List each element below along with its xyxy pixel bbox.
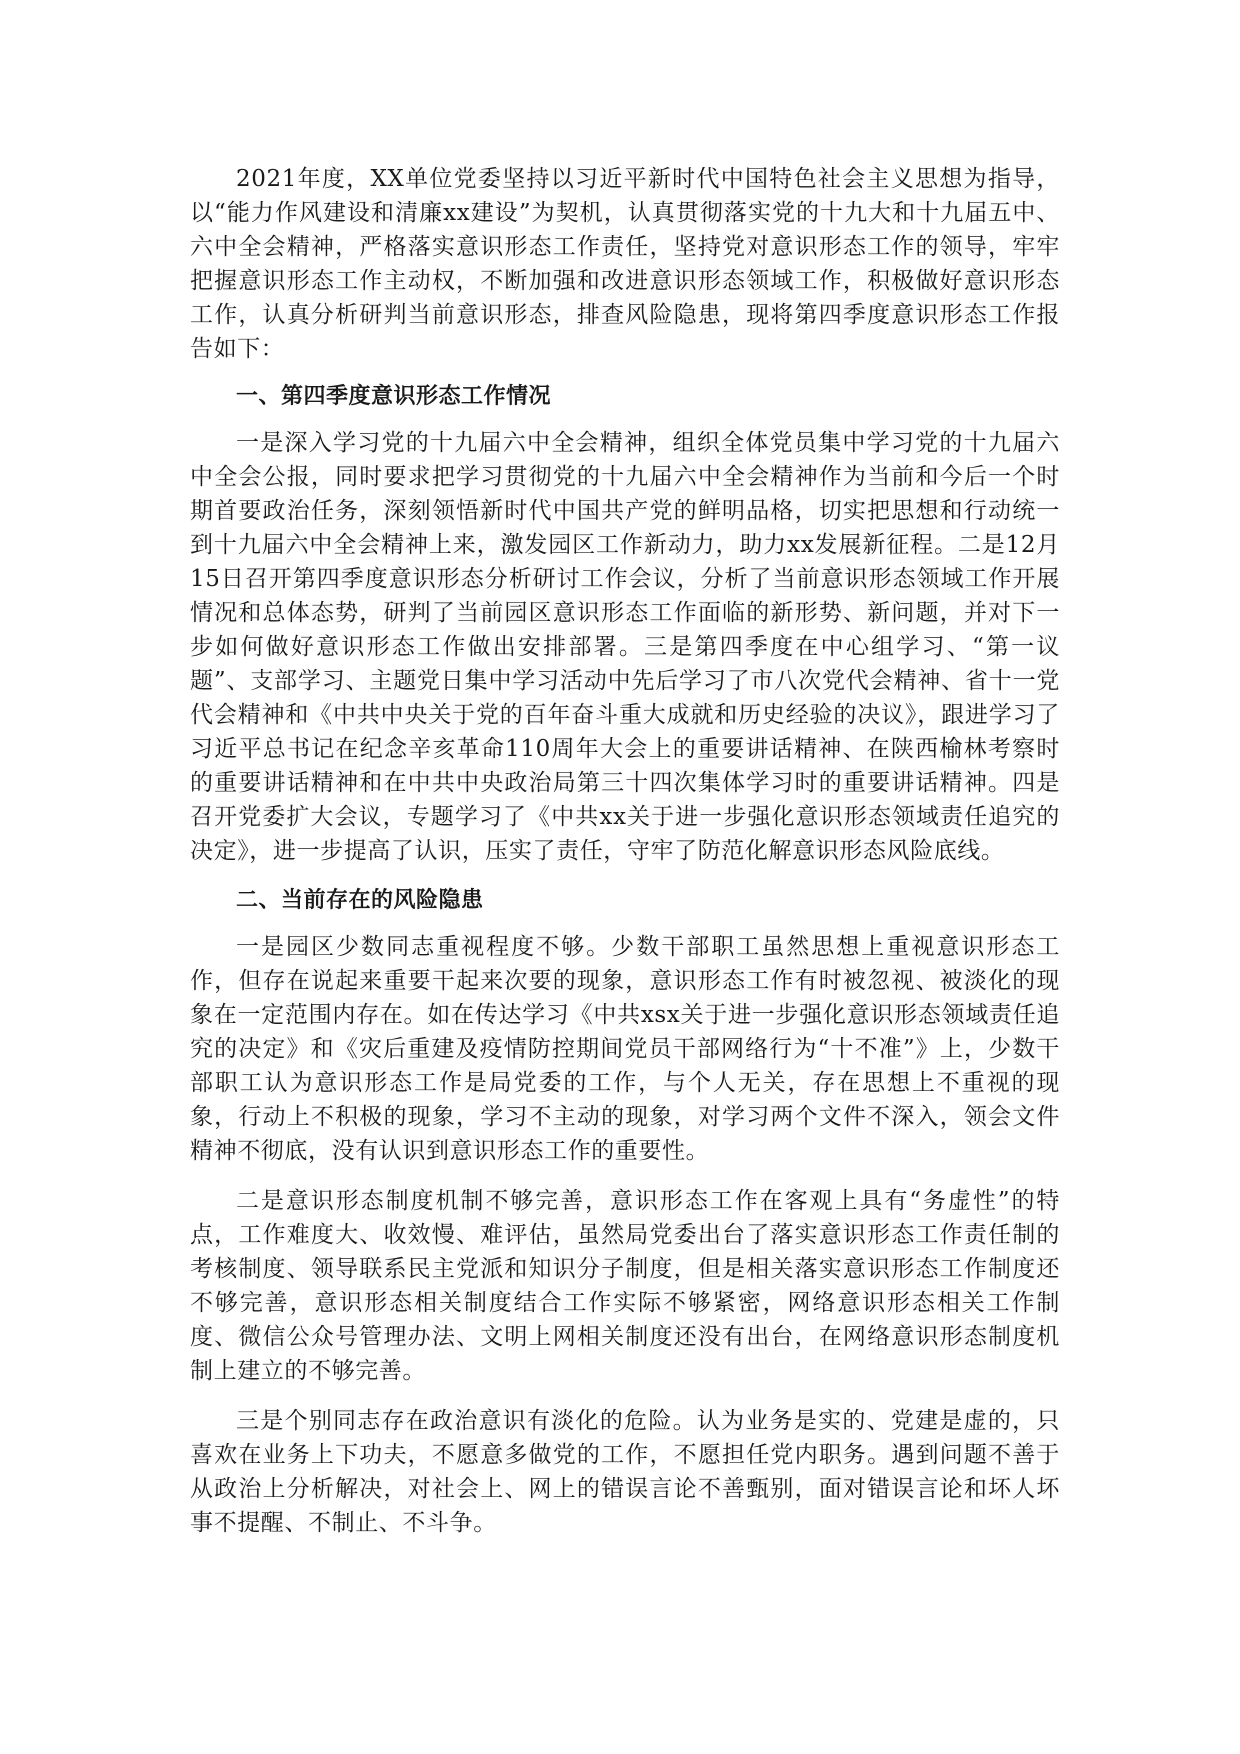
section-1-paragraph-1: 一是深入学习党的十九届六中全会精神，组织全体党员集中学习党的十九届六中全会公报，同时要求把学习贯彻党的十九届六中全会精神作为当前和今后一个时期首要政治任务，深刻领悟新时代中国共产党的鲜明品格，切实把思想和行动统一到十九届六中全会精神上来，激发园区工作新动力，助力xx发展新征程。二是12月15日召开第四季度意识形态分析研讨工作会议，分析了当前意识形态领域工作开展情况和总体态势，研判了当前园区意识形态工作面临的新形势、新问题，并对下一步如何做好意识形态工作做出安排部署。三是第四季度在中心组学习、“第一议题”、支部学习、主题党日集中学习活动中先后学习了市八次党代会精神、省十一党代会精神和《中共中央关于党的百年奋斗重大成就和历史经验的决议》，跟进学习了习近平总书记在纪念辛亥革命110周年大会上的重要讲话精神、在陕西榆林考察时的重要讲话精神和在中共中央政治局第三十四次集体学习时的重要讲话精神。四是召开党委扩大会议，专题学习了《中共xx关于进一步强化意识形态领域责任追究的决定》，进一步提高了认识，压实了责任，守牢了防范化解意识形态风险底线。: [190, 430, 1060, 864]
section-2-paragraph-3: 三是个别同志存在政治意识有淡化的危险。认为业务是实的、党建是虚的，只喜欢在业务上下功夫，不愿意多做党的工作，不愿担任党内职务。遇到问题不善于从政治上分析解决，对社会上、网上的错误言论不善甄别，面对错误言论和坏人坏事不提醒、不制止、不斗争。: [190, 1408, 1060, 1536]
section-1-heading: 一、第四季度意识形态工作情况: [236, 384, 552, 409]
document-page: [190, 162, 1060, 1540]
section-2-paragraph-2: 二是意识形态制度机制不够完善，意识形态工作在客观上具有“务虚性”的特点，工作难度大、收效慢、难评估，虽然局党委出台了落实意识形态工作责任制的考核制度、领导联系民主党派和知识分子制度，但是相关落实意识形态工作制度还不够完善，意识形态相关制度结合工作实际不够紧密，网络意识形态相关工作制度、微信公众号管理办法、文明上网相关制度还没有出台，在网络意识形态制度机制上建立的不够完善。: [190, 1188, 1060, 1384]
section-2-heading: 二、当前存在的风险隐患: [236, 888, 484, 913]
intro-paragraph: 2021年度，XX单位党委坚持以习近平新时代中国特色社会主义思想为指导，以“能力作风建设和清廉xx建设”为契机，认真贯彻落实党的十九大和十九届五中、六中全会精神，严格落实意识形态工作责任，坚持党对意识形态工作的领导，牢牢把握意识形态工作主动权，不断加强和改进意识形态领域工作，积极做好意识形态工作，认真分析研判当前意识形态，排查风险隐患，现将第四季度意识形态工作报告如下：: [190, 166, 1060, 362]
section-2-paragraph-1: 一是园区少数同志重视程度不够。少数干部职工虽然思想上重视意识形态工作，但存在说起来重要干起来次要的现象，意识形态工作有时被忽视、被淡化的现象在一定范围内存在。如在传达学习《中共xsx关于进一步强化意识形态领域责任追究的决定》和《灾后重建及疫情防控期间党员干部网络行为“十不准”》上，少数干部职工认为意识形态工作是局党委的工作，与个人无关，存在思想上不重视的现象，行动上不积极的现象，学习不主动的现象，对学习两个文件不深入，领会文件精神不彻底，没有认识到意识形态工作的重要性。: [190, 934, 1060, 1164]
